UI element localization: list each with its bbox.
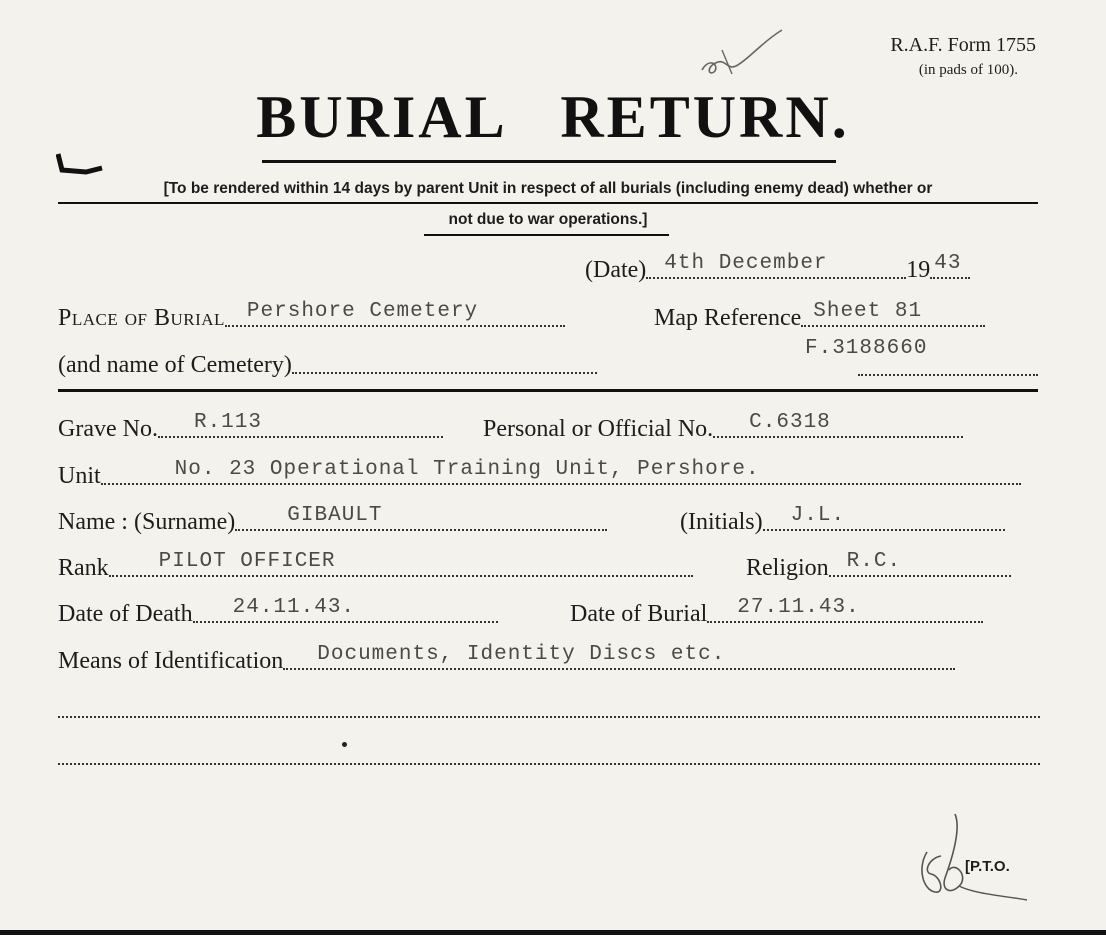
surname-value: GIBAULT	[287, 504, 383, 527]
religion-value: R.C.	[846, 550, 902, 573]
please-turn-over: [P.T.O.	[965, 858, 1010, 875]
page-bottom-edge	[0, 930, 1106, 935]
form-title: BURIAL RETURN.	[256, 84, 850, 150]
grave-number-field	[58, 411, 443, 443]
ink-dot	[342, 742, 347, 747]
map-reference-value: Sheet 81	[813, 300, 923, 323]
date-of-burial-label: Date of Burial	[570, 601, 708, 627]
grave-number-label: Grave No.	[58, 416, 158, 442]
map-reference-value-2: F.3188660	[805, 337, 928, 360]
date-line	[646, 252, 906, 279]
rank-field	[58, 550, 693, 582]
date-of-burial-line	[707, 596, 983, 623]
initials-line	[763, 504, 1005, 531]
personal-number-label: Personal or Official No.	[483, 416, 714, 442]
rank-line	[109, 550, 693, 577]
personal-number-value: C.6318	[749, 411, 831, 434]
unit-label: Unit	[58, 463, 101, 489]
handwritten-initials-mark	[696, 26, 786, 78]
pads-note: (in pads of 100).	[918, 62, 1018, 78]
surname-label: Name : (Surname)	[58, 509, 236, 535]
date-of-death-field	[58, 596, 498, 628]
place-of-burial-label: Place of Burial	[58, 305, 225, 331]
surname-field	[58, 504, 607, 536]
religion-field	[746, 550, 1011, 582]
identification-label: Means of Identification	[58, 648, 284, 674]
grave-number-line	[158, 411, 443, 438]
unit-value: No. 23 Operational Training Unit, Pershore.	[174, 458, 760, 481]
identification-value: Documents, Identity Discs etc.	[317, 643, 726, 666]
place-of-burial-field	[58, 300, 565, 332]
date-value: 4th December	[664, 252, 828, 275]
date-of-death-line	[193, 596, 498, 623]
map-reference-line	[801, 300, 985, 327]
grave-number-value: R.113	[193, 411, 262, 434]
form-number: R.A.F. Form 1755	[890, 34, 1036, 56]
rank-label: Rank	[58, 555, 109, 581]
date-of-burial-value: 27.11.43.	[737, 596, 860, 619]
personal-number-line	[713, 411, 963, 438]
rank-value: PILOT OFFICER	[158, 550, 336, 573]
instructions-underline	[424, 234, 669, 236]
instructions-rule	[58, 202, 1038, 204]
identification-line	[283, 643, 955, 670]
date-of-burial-field	[570, 596, 983, 628]
religion-line	[829, 550, 1011, 577]
surname-line	[235, 504, 607, 531]
cemetery-name-field	[58, 352, 597, 379]
place-of-burial-value: Pershore Cemetery	[246, 300, 479, 323]
instructions-line-2: not due to war operations.]	[448, 211, 648, 228]
unit-field	[58, 458, 1021, 490]
place-of-burial-line	[225, 300, 565, 327]
date-field	[585, 252, 970, 284]
date-year-line	[930, 252, 970, 279]
initials-field	[680, 504, 1005, 536]
identification-field	[58, 643, 955, 675]
cemetery-name-line	[292, 372, 597, 374]
date-of-death-label: Date of Death	[58, 601, 193, 627]
map-reference-label: Map Reference	[654, 305, 802, 331]
initials-value: J.L.	[790, 504, 846, 527]
date-year-prefix: 19	[906, 257, 931, 283]
instructions-line-1: [To be rendered within 14 days by parent Unit in respect of all burials (including enemy dead) whether or	[163, 180, 933, 197]
map-reference-field	[654, 300, 985, 332]
title-underline	[262, 160, 836, 163]
religion-label: Religion	[746, 555, 829, 581]
unit-line	[101, 458, 1021, 485]
date-of-death-value: 24.11.43.	[232, 596, 356, 619]
ink-mark	[56, 150, 106, 178]
date-year-value: 43	[934, 252, 962, 275]
map-reference-line-2	[858, 374, 1038, 376]
blank-line-1	[58, 716, 1040, 718]
personal-number-field	[483, 411, 963, 443]
initials-label: (Initials)	[680, 509, 763, 535]
blank-line-2	[58, 763, 1040, 765]
cemetery-name-label: (and name of Cemetery)	[58, 352, 292, 378]
date-label: (Date)	[585, 257, 647, 283]
section-divider	[58, 389, 1038, 392]
